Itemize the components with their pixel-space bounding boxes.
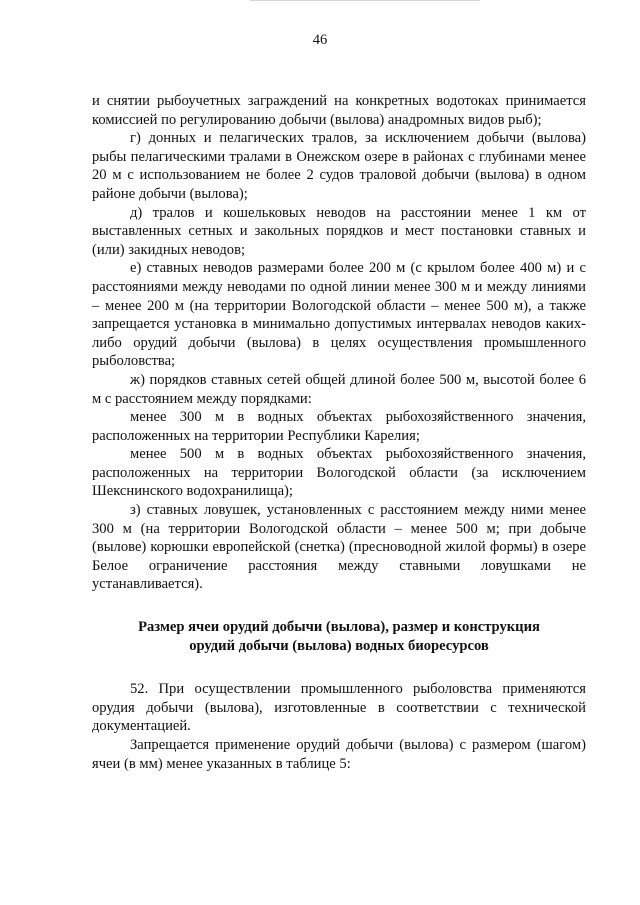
- paragraph-vologda: менее 500 м в водных объектах рыбохозяйственного значения, расположенных на территории Вологодской области (за исключением Шекснинского водохранилища);: [92, 446, 586, 500]
- paragraph-52: 52. При осуществлении промышленного рыболовства применяются орудия добычи (вылова), изготовленные в соответствии с технической документацией.: [92, 681, 586, 735]
- paragraph-item-d: д) тралов и кошельковых неводов на расстоянии менее 1 км от выставленных сетных и закольных порядков и мест постановки ставных и (или) закидных неводов;: [92, 204, 586, 258]
- paragraph-karelia: менее 300 м в водных объектах рыбохозяйственного значения, расположенных на территории Республики Карелия;: [92, 409, 586, 444]
- section-heading-line-1: Размер ячеи орудий добычи (вылова), размер и конструкция: [138, 619, 540, 636]
- section-heading: [92, 618, 586, 655]
- document-body: [92, 92, 586, 773]
- paragraph-item-e: е) ставных неводов размерами более 200 м (с крылом более 400 м) и с расстояниями между неводами по одной линии менее 300 м и между линиями – менее 200 м (на территории Вологодской области – менее 500 м), а также запрещается установка в минимально допустимых интервалах неводов каких-либо орудий добычи (вылова) в целях осуществления промышленного рыболовства;: [92, 260, 586, 370]
- section-heading-line-2: орудий добычи (вылова) водных биоресурсов: [189, 637, 489, 654]
- page-number: 46: [312, 32, 328, 48]
- paragraph-item-z: з) ставных ловушек, установленных с расстоянием между ними менее 300 м (на территории Вологодской области – менее 500 м; при добыче (вылове) корюшки европейской (снетка) (пресноводной жилой формы) в озере Белое ограничение расстояния между ставными ловушками не устанавливается).: [92, 502, 586, 593]
- paragraph-prohibition: Запрещается применение орудий добычи (вылова) с размером (шагом) ячеи (в мм) менее указанных в таблице 5:: [92, 737, 586, 772]
- paragraph-continuation: и снятии рыбоучетных заграждений на конкретных водотоках принимается комиссией по регулированию добычи (вылова) анадромных видов рыб);: [92, 93, 586, 128]
- scan-edge-line: [250, 0, 480, 1]
- paragraph-item-g: г) донных и пелагических тралов, за исключением добычи (вылова) рыбы пелагическими тралами в Онежском озере в районах с глубинами менее 20 м с использованием не более 2 судов траловой добычи (вылова) в одном районе добычи (вылова);: [92, 130, 586, 202]
- paragraph-item-zh: ж) порядков ставных сетей общей длиной более 500 м, высотой более 6 м с расстоянием между порядками:: [92, 371, 586, 407]
